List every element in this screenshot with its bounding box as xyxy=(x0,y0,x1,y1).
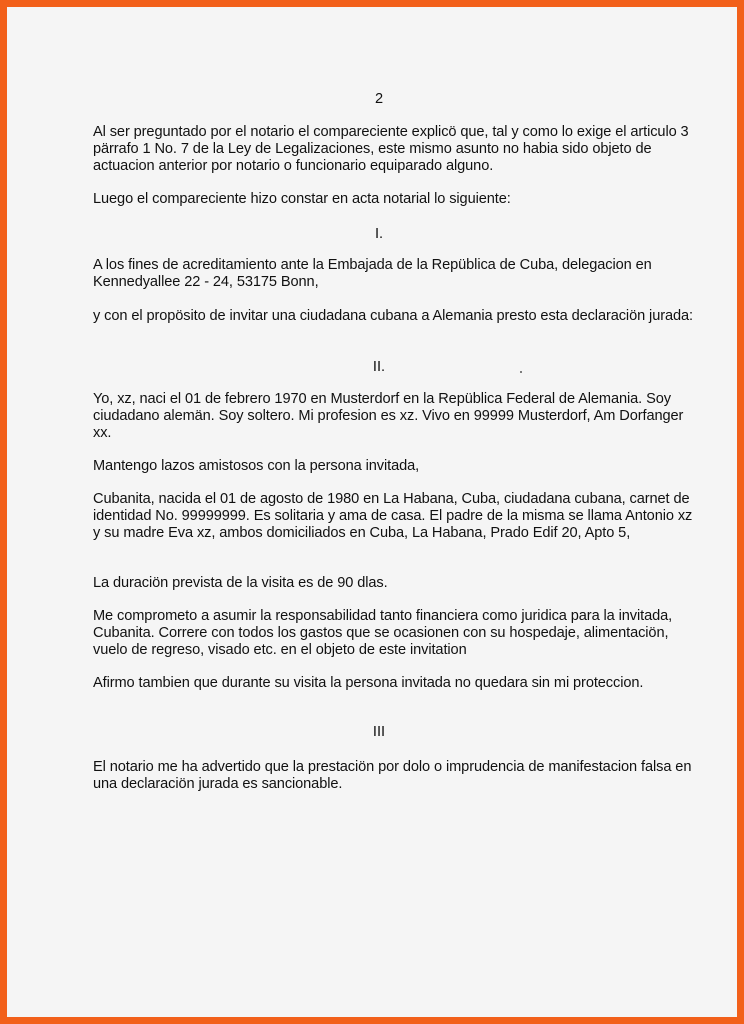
paragraph-personal-details: Yo, xz, naci el 01 de febrero 1970 en Musterdorf en la Repüblica Federal de Alemania. Soy ciudadano alemän. Soy soltero. Mi profesion es xz. Vivo en 99999 Musterdorf, Am Dorfanger xx. xyxy=(93,391,684,441)
document-page xyxy=(14,14,730,1010)
paragraph-legal-warning: El notario me ha advertido que la prestaciön por dolo o imprudencia de manifestacion falsa en una declaraciön jurada es sancionable. xyxy=(93,759,692,792)
paragraph-embassy: A los fines de acreditamiento ante la Embajada de la Repüblica de Cuba, delegacion en Kennedyallee 22 - 24, 53175 Bonn, xyxy=(93,257,652,290)
paragraph-responsibility: Me comprometo a asumir la responsabilidad tanto financiera como juridica para la invitada, Cubanita. Correre con todos los gastos que se ocasionen con su hospedaje, alimentaciön, vuelo de regreso, visado etc. en el objeto de este invitation xyxy=(93,608,673,658)
paragraph-visit-duration: La duraciön prevista de la visita es de 90 dlas. xyxy=(93,575,388,591)
section-numeral-1: I. xyxy=(374,226,384,242)
paragraph-relationship: Mantengo lazos amistosos con la persona invitada, xyxy=(93,458,420,474)
paragraph-purpose: y con el propösito de invitar una ciudadana cubana a Alemania presto esta declaraciön jurada: xyxy=(93,308,693,324)
paragraph-protection: Afirmo tambien que durante su visita la persona invitada no quedara sin mi proteccion. xyxy=(93,675,644,691)
section-numeral-2: II. xyxy=(372,359,386,375)
paragraph-notary-statement: Al ser preguntado por el notario el compareciente explicö que, tal y como lo exige el articulo 3 pärrafo 1 No. 7 de la Ley de Legalizaciones, este mismo asunto no habia sido objeto de actuacion anterior por notario o funcionario equiparado alguno. xyxy=(93,124,689,174)
section-numeral-3: III xyxy=(372,724,386,740)
paragraph-declaration-intro: Luego el compareciente hizo constar en acta notarial lo siguiente: xyxy=(93,191,511,207)
page-number: 2 xyxy=(374,91,384,107)
stray-mark xyxy=(520,371,522,373)
paragraph-invitee-details: Cubanita, nacida el 01 de agosto de 1980 en La Habana, Cuba, ciudadana cubana, carnet de identidad No. 99999999. Es solitaria y ama de casa. El padre de la misma se llama Antonio xz y su madre Eva xz, ambos domiciliados en Cuba, La Habana, Prado Edif 20, Apto 5, xyxy=(93,491,693,541)
